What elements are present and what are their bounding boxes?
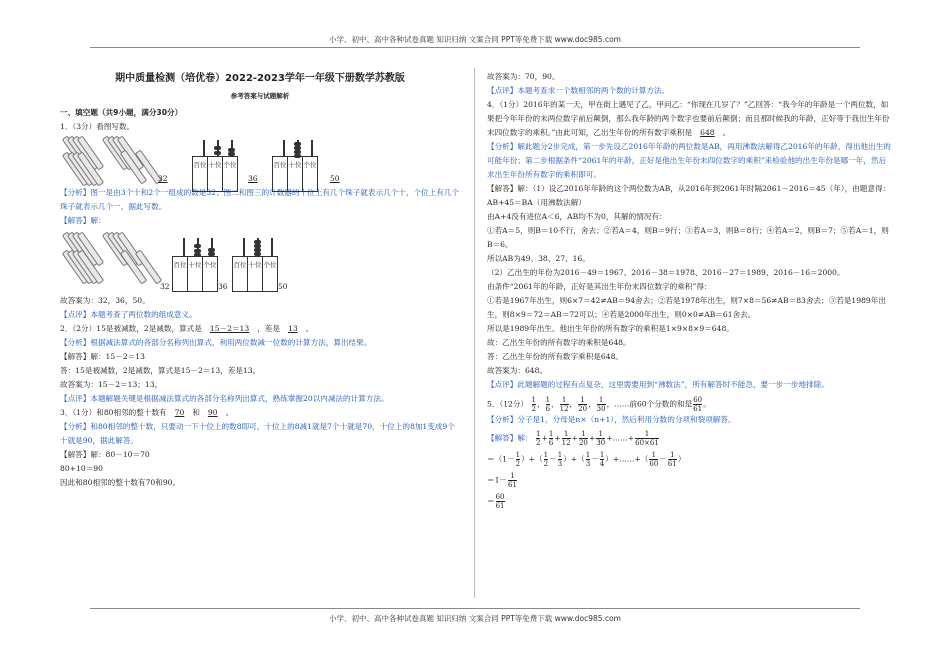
q3-answer-1: 70 xyxy=(174,408,185,417)
abacus-cell: 个位 xyxy=(263,261,277,269)
q1-figure-2 xyxy=(60,228,460,294)
q3-solution-3: 因此和80相邻的整十数有70和90。 xyxy=(60,478,181,487)
q5-line-3: ＝1－ $\frac{1}{61}$ xyxy=(487,472,517,489)
q4-step-11: 答：乙出生年份的所有数字乘积是648。 xyxy=(487,352,623,361)
q1-comment: 【点评】本题考查了两位数的组成意义。 xyxy=(60,310,197,319)
q3-final: 故答案为：70，90。 xyxy=(487,72,560,81)
abacus-cell: 百位 xyxy=(193,157,208,191)
q2-solution-2: 答：15是被减数，2是减数，算式是15－2＝13，差是13。 xyxy=(60,366,261,375)
abacus-cell: 百位 xyxy=(273,157,288,191)
q2-stem: 2．（2分）15是被减数，2是减数，算式是 15－2＝13 ，差是 13 。 xyxy=(60,324,314,333)
q1-answer-3: 50 xyxy=(330,174,340,183)
column-divider xyxy=(474,68,475,598)
doc-title: 期中质量检测（培优卷）2022-2023学年一年级下册数学苏教版 xyxy=(115,73,405,84)
abacus-cell: 百位 xyxy=(173,257,188,291)
footer-rule xyxy=(90,608,860,609)
q1-answer-2: 36 xyxy=(248,174,258,183)
q2-comment: 【点评】本题解题关键是根据减法算式的各部分名称列出算式，熟练掌握20以内减法的计算方法。 xyxy=(60,394,389,403)
abacus-counter xyxy=(272,156,318,192)
q2-answer-2: 13 xyxy=(288,324,298,333)
q3-analysis: 【分析】和80相邻的整十数，只要动一下十位上的数8即可，十位上的8减1就是7个十就是70，十位上的8加1变成9个十就是90，据此解答。 xyxy=(60,422,455,445)
abacus-counter xyxy=(172,256,218,292)
q4-step-7: 由条件“2061年的年龄，正好是其出生年份末四位数字的乘积”得： xyxy=(487,282,712,291)
q1-fig2-label-2: 36 xyxy=(218,282,228,291)
q4-answer: 648 xyxy=(700,128,715,137)
q4-step-5: 所以AB为49、38、27、16。 xyxy=(487,254,590,263)
q1-answer-1: 32 xyxy=(158,174,168,183)
q4-final: 故答案为：648。 xyxy=(487,366,548,375)
q5-line-2: ＝（1－ $\frac{1}{2}$ ）+（ $\frac{1}{2}$ － $\frac{1}{3}$ ）+（ $\frac{1}{3}$ － $\frac{1}{4}$ ）+……+（ $\frac{1}{60}$ － $\frac{1}{61}$ ） xyxy=(487,451,686,468)
q2-analysis: 【分析】根据减法算式的各部分名称列出算式，利用两位数减一位数的计算方法，算出结果。 xyxy=(60,338,372,347)
q5-stem: 5．（12分） $\frac{1}{2}$ ， $\frac{1}{6}$ ， $\frac{1}{12}$ ， $\frac{1}{20}$ ， $\frac{1}{30}$ ，……前60个分数的和是 $\frac{60}{61}$ 。 xyxy=(487,396,711,413)
q4-step-9: 所以是1989年出生。他出生年份的所有数字的乘积是1×9×8×9＝648。 xyxy=(487,324,734,333)
q3-answer-2: 90 xyxy=(207,408,218,417)
left-column xyxy=(60,70,460,490)
q3-solution: 【解答】解：80－10＝70 xyxy=(60,450,150,459)
q3-comment: 【点评】本题考查求一个数相邻的两个数的计算方法。 xyxy=(487,86,670,95)
abacus-counter xyxy=(192,156,238,192)
q4-step-6: （2）乙出生的年份为2016－49＝1967、2016－38＝1978、2016－27＝1989、2016－16＝2000。 xyxy=(487,268,845,277)
q4-step-10: 故：乙出生年份的所有数字的乘积是648。 xyxy=(487,338,631,347)
q1-figure-1 xyxy=(60,134,460,186)
abacus-cell: 个位 xyxy=(223,161,237,169)
q2-answer-1: 15－2＝13 xyxy=(209,324,250,333)
q3-stem: 3．（1分）和80相邻的整十数有 70 和 90 。 xyxy=(60,408,234,417)
page-footer: 小学、初中、高中各种试卷真题 知识归纳 文案合同 PPT等免费下载 www.doc985.com xyxy=(329,614,621,623)
q4-step-8: ①若是1967年出生，则6×7＝42≠AB＝94舍去；②若是1978年出生，则7×8＝56≠AB＝83舍去；③若是1989年出生，则8×9＝72＝AB＝72可以；④若是2000年出生，则0×0≠AB＝61舍去。 xyxy=(487,296,886,319)
q1-final: 故答案为：32，36，50。 xyxy=(60,296,150,305)
q5-answer: $\frac{60}{61}$ xyxy=(693,396,703,413)
abacus-cell: 百位 xyxy=(233,257,248,291)
q4-step-1: 【解答】解：（1）设乙2016年年龄的这个两位数为AB，从2016年到2061年时隔2061－2016＝45（年），由题意得： xyxy=(487,184,891,193)
q5-line-4: ＝ $\frac{60}{61}$ xyxy=(487,493,505,510)
abacus-counter xyxy=(232,256,278,292)
doc-subtitle: 参考答案与试题解析 xyxy=(230,92,290,100)
q2-solution: 【解答】解：15－2＝13 xyxy=(60,352,145,361)
abacus-cell: 个位 xyxy=(303,161,317,169)
q2-final: 故答案为：15－2＝13；13。 xyxy=(60,380,163,389)
q1-fig2-label-1: 32 xyxy=(160,282,170,291)
q4-step-3: 由A+4没有进位A＜6，AB均不为0，其解的情况有： xyxy=(487,212,667,221)
abacus-cell: 十位 xyxy=(208,157,223,191)
q1-stem: 1．（3分）看图写数。 xyxy=(60,122,135,131)
q4-comment: 【点评】此题解题的过程有点复杂，这里需要用到“沸数法”，所有解答时不能急，要一步一步地排除。 xyxy=(487,380,829,389)
abacus-cell: 十位 xyxy=(248,257,263,291)
q4-stem: 4．（1分）2016年的某一天，甲在街上遇见了乙，甲问乙：“你现在几岁了？”乙回答：“我今年的年龄是一个两位数，如果把今年年份的末两位数字前后颠倒，那么我年龄的两个数字也要前后颠倒；而且那时候我的年龄，正好等于我出生年份末四位数字的乘积。”由此可知，乙出生年份的所有数字乘积是 648 。 xyxy=(487,100,890,137)
q3-solution-2: 80+10＝90 xyxy=(60,464,103,473)
q1-solution-tag: 【解答】解： xyxy=(60,216,106,225)
abacus-cell: 个位 xyxy=(203,261,217,269)
q1-fig2-label-3: 50 xyxy=(278,282,288,291)
abacus-cell: 十位 xyxy=(288,157,303,191)
q1-analysis: 【分析】图一是由3个十和2个一组成的数是32；图二和图三的计数器的十位上有几个珠子就表示几个十，个位上有几个珠子就表示几个一，据此写数。 xyxy=(60,188,460,211)
page-header: 小学、初中、高中各种试卷真题 知识归纳 文案合同 PPT等免费下载 www.doc985.com xyxy=(329,35,621,44)
abacus-cell: 十位 xyxy=(188,257,203,291)
right-column xyxy=(487,70,892,510)
q4-analysis: 【分析】解此题分2步完成，第一步先设乙2016年年龄的两位数是AB，再用沸数法解得乙2016年的年龄，得出他出生的可能年份；第二步根据条件“2061年的年龄，正好是他出生年份末四位数字的乘积”来检验他的出生年份是哪一年，然后求出生年份所有数字的乘积即可。 xyxy=(487,142,891,179)
section-heading: 一、填空题（共9小题，满分30分） xyxy=(60,108,183,117)
q4-step-2: AB+45＝BA（用沸数法解） xyxy=(487,198,586,207)
q4-step-4: ①若A＝5，则B＝10不行，舍去；②若A＝4，则B＝9行；③若A＝3，则B＝8行；④若A＝2，则B＝7；⑤若A＝1，则B＝6。 xyxy=(487,226,889,249)
q5-solution: 【解答】解： $\frac{1}{2}$ + $\frac{1}{6}$ + $\frac{1}{12}$ + $\frac{1}{20}$ + $\frac{1}{30}$ +……+ $\frac{1}{60\times 61}$ xyxy=(487,430,659,447)
header-rule xyxy=(90,47,860,48)
q5-analysis: 【分析】分子是1，分母是n×（n+1），然后利用分数的分项和裂项解答。 xyxy=(487,415,736,424)
